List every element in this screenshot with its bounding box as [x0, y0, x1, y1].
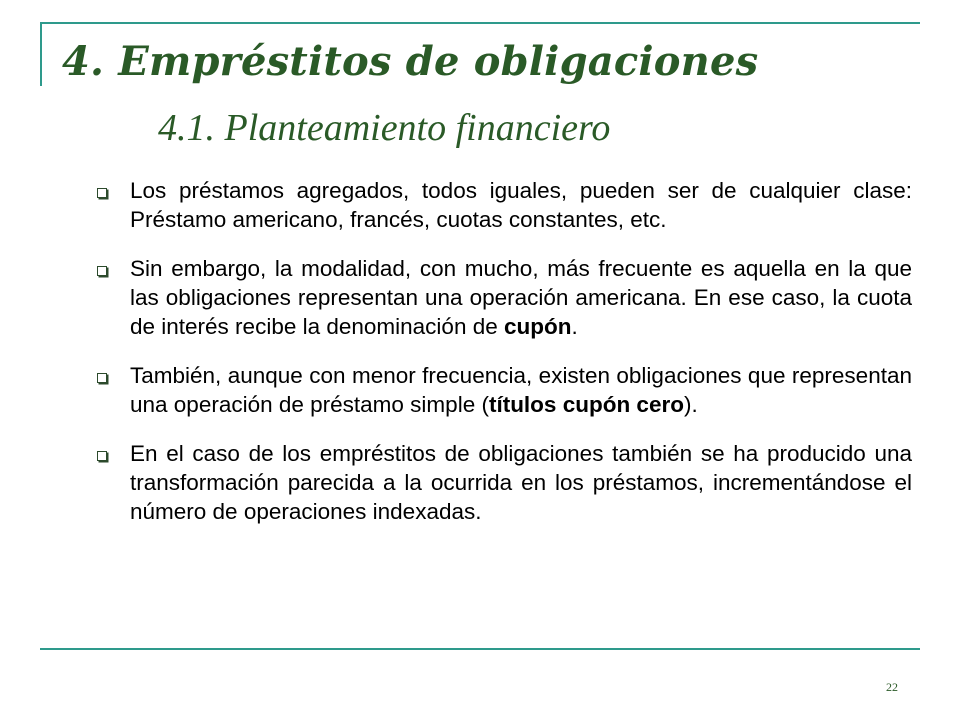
bullet-item	[94, 439, 912, 526]
hollow-square-bullet-icon	[97, 451, 107, 461]
bullet-item	[94, 176, 912, 234]
bullet-text-run: Sin embargo, la modalidad, con mucho, más frecuente es aquella en la que las obligaciones representan una operación americana. En ese caso, la cuota de interés recibe la denominación de	[130, 256, 912, 339]
bullet-item	[94, 361, 912, 419]
slide-title: 4. Empréstitos de obligaciones	[62, 38, 759, 85]
bullet-emphasis: cupón	[504, 314, 572, 339]
bullet-list	[94, 176, 912, 546]
slide-subtitle: 4.1. Planteamiento financiero	[158, 107, 611, 149]
bullet-text	[130, 441, 912, 524]
bullet-text	[130, 256, 912, 339]
bullet-text-run: También, aunque con menor frecuencia, existen obligaciones que representan una operación de préstamo simple (	[130, 363, 912, 417]
bullet-emphasis: títulos cupón cero	[488, 392, 684, 417]
bullet-text-run: Los préstamos agregados, todos iguales, pueden ser de cualquier clase: Préstamo americano, francés, cuotas constantes, etc.	[130, 178, 912, 232]
bullet-text-run: ).	[683, 392, 698, 417]
bullet-text	[130, 363, 912, 417]
top-rule	[40, 22, 920, 24]
bullet-text-run: .	[571, 314, 578, 339]
bullet-text	[130, 178, 912, 232]
hollow-square-bullet-icon	[97, 266, 107, 276]
hollow-square-bullet-icon	[97, 188, 107, 198]
left-rule	[40, 22, 42, 86]
bottom-rule	[40, 648, 920, 650]
hollow-square-bullet-icon	[97, 373, 107, 383]
bullet-item	[94, 254, 912, 341]
page-number: 22	[886, 680, 898, 694]
bullet-text-run: En el caso de los empréstitos de obligaciones también se ha producido una transformación parecida a la ocurrida en los préstamos, incrementándose el número de operaciones indexadas.	[130, 441, 912, 524]
